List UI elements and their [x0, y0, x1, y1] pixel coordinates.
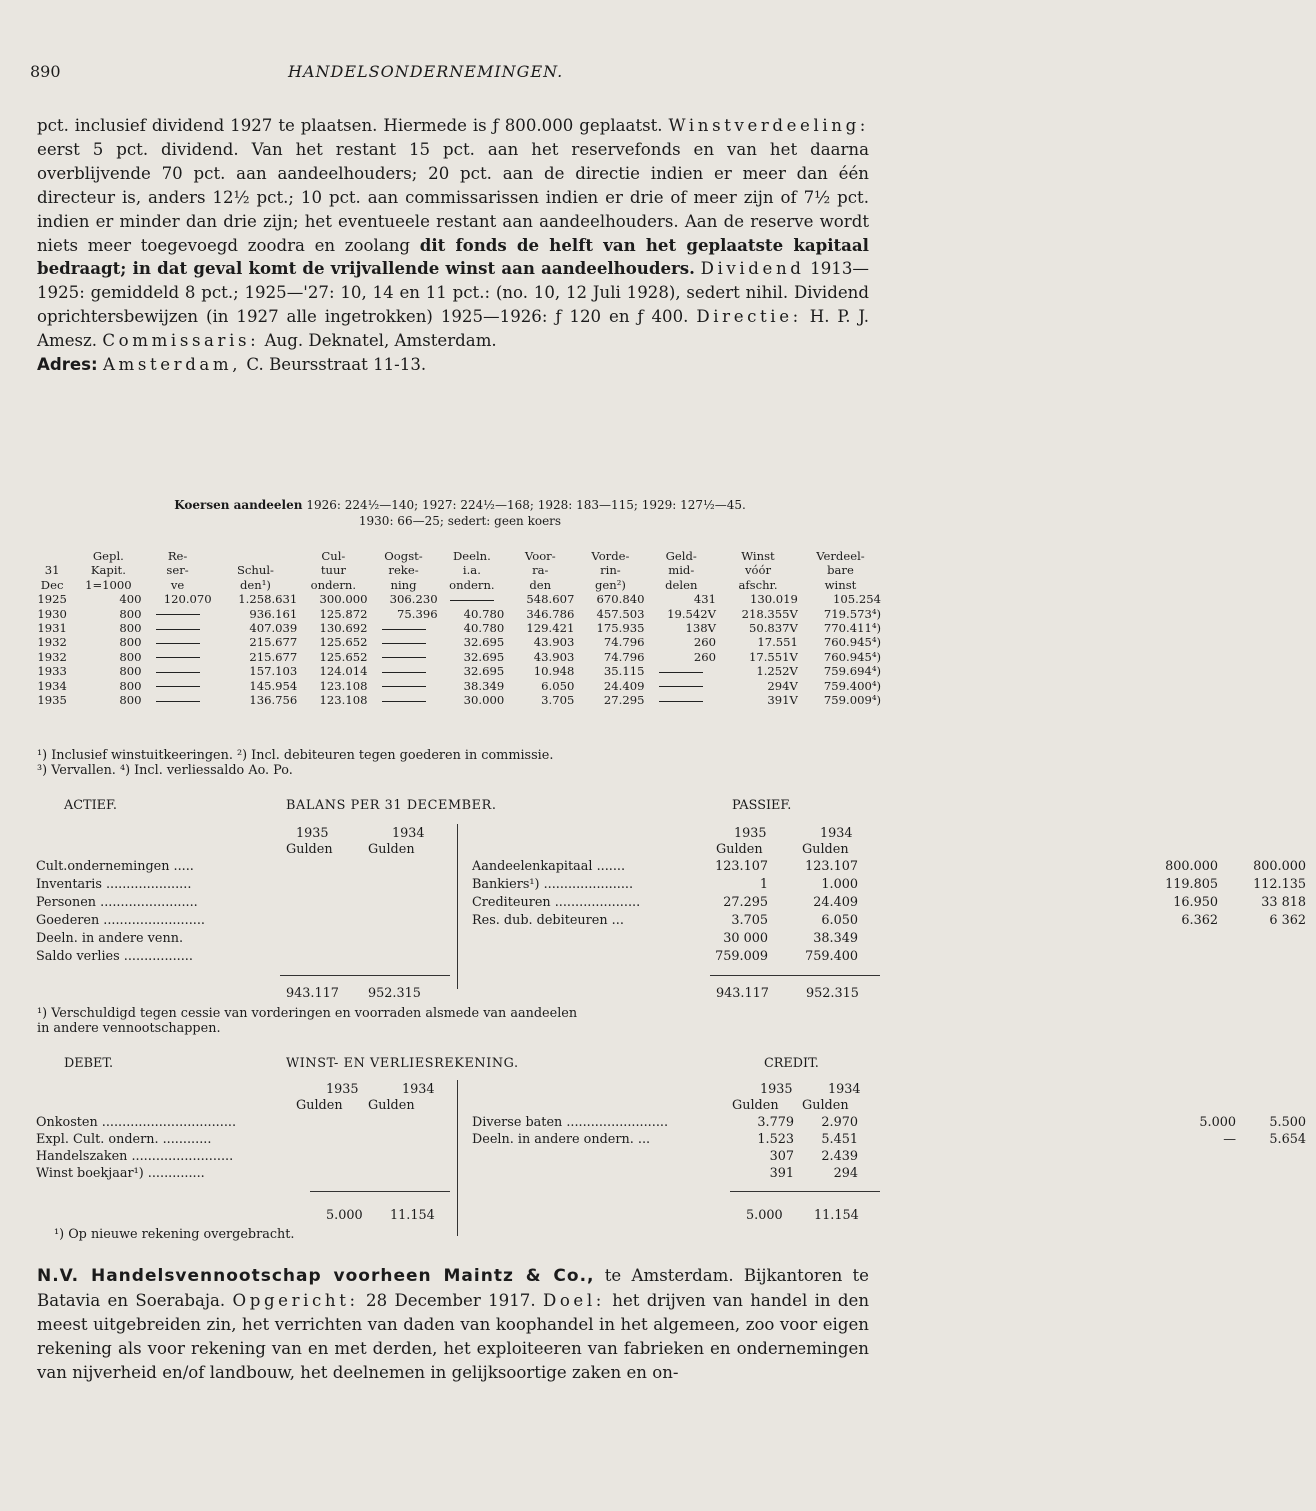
pl-total-1935: 5.000: [326, 1208, 363, 1223]
table-cell: [368, 635, 438, 649]
dash-mark: [382, 701, 426, 702]
table-header-cell: delen: [665, 577, 698, 592]
table-cell: 3.705: [541, 693, 575, 708]
table-header-cell: vóór: [744, 563, 771, 578]
account-row: [466, 1132, 1316, 1147]
account-row: [30, 931, 880, 946]
account-label: Onkosten .................................: [36, 1115, 237, 1130]
dash-mark: [156, 614, 200, 615]
pl-right-title: CREDIT.: [764, 1056, 819, 1071]
table-cell: 24.409: [603, 678, 645, 693]
account-value-1934: 2.439: [821, 1149, 858, 1164]
account-value-1935: 307: [769, 1149, 794, 1164]
table-cell: [143, 693, 213, 707]
table-cell: 719.573⁴): [823, 606, 881, 621]
account-value-1934: 5.500: [1269, 1115, 1306, 1130]
table-cell: 759.400⁴): [823, 678, 881, 693]
balance-total-1935: 943.117: [286, 986, 339, 1001]
dash-mark: [382, 686, 426, 687]
table-cell: [143, 635, 213, 649]
dash-mark: [382, 657, 426, 658]
account-label: Deeln. in andere ondern. ...: [472, 1132, 651, 1147]
account-value-1934: 1.000: [821, 877, 858, 892]
table-header-cell: Kapit.: [90, 563, 126, 578]
table-cell: 6.050: [541, 678, 575, 693]
table-cell: 145.954: [249, 678, 298, 693]
table-cell: 260: [693, 649, 717, 664]
table-cell: [143, 679, 213, 693]
account-value-1934: 112.135: [1253, 877, 1306, 892]
dash-mark: [156, 643, 200, 644]
account-label: Saldo verlies .................: [36, 949, 193, 964]
table-cell: 38.349: [463, 678, 505, 693]
account-value-1935: 800.000: [1165, 859, 1218, 874]
account-row: [466, 913, 1316, 928]
account-label: Deeln. in andere venn.: [36, 931, 184, 946]
table-cell: 770.411⁴): [823, 621, 881, 636]
table-cell: 260: [693, 635, 717, 650]
account-value-1935: 1.523: [757, 1132, 794, 1147]
table-header-cell: ve: [170, 577, 185, 592]
balance-total-1934: 952.315: [368, 986, 421, 1001]
account-value-1935: 3.779: [757, 1115, 794, 1130]
table-cell: 760.945⁴): [823, 635, 881, 650]
table-header-cell: ra-: [532, 563, 549, 578]
account-row: [30, 1149, 880, 1164]
table-cell: 32.695: [463, 649, 505, 664]
table-cell: 1932: [37, 649, 67, 664]
table-cell: 760.945⁴): [823, 649, 881, 664]
account-value-1934: 38.349: [813, 931, 858, 946]
table-cell: 407.039: [249, 621, 298, 636]
table-cell: [368, 664, 438, 678]
account-label: Winst boekjaar¹) ..............: [36, 1166, 205, 1181]
statistics-table: [30, 549, 882, 707]
company-name: N.V. Handelsvennootschap voorheen Maintz & Co.,: [37, 1266, 595, 1286]
table-cell: 136.756: [249, 693, 298, 708]
account-label: Crediteuren .....................: [472, 895, 641, 910]
table-header-cell: bare: [827, 563, 854, 578]
account-value-1934: 6 362: [1269, 913, 1306, 928]
table-header-cell: Gepl.: [92, 549, 124, 563]
table-cell: [368, 621, 438, 635]
table-cell: 1932: [37, 635, 67, 650]
table-cell: [645, 679, 717, 693]
account-value-1935: 391: [769, 1166, 794, 1181]
dash-mark: [659, 686, 703, 687]
balance-left-title: ACTIEF.: [64, 798, 117, 813]
table-cell: 800: [119, 649, 142, 664]
account-label: Bankiers¹) ......................: [472, 877, 634, 892]
table-header-cell: den: [529, 577, 552, 592]
table-cell: 123.108: [319, 678, 368, 693]
table-cell: 670.840: [596, 592, 645, 607]
table-cell: 32.695: [463, 635, 505, 650]
table-cell: 125.872: [319, 606, 368, 621]
table-header-cell: Vorde-: [591, 549, 630, 563]
table-cell: 218.355V: [741, 606, 798, 621]
account-value-1934: 294: [833, 1166, 858, 1181]
table-cell: [368, 693, 438, 707]
account-value-1934: 33 818: [1261, 895, 1306, 910]
dash-mark: [156, 657, 200, 658]
table-cell: 800: [119, 693, 142, 708]
account-value-1935: 16.950: [1173, 895, 1218, 910]
table-cell: [143, 607, 213, 621]
table-cell: 400: [119, 592, 142, 607]
table-header-cell: Cul-: [321, 549, 346, 563]
pl-left-title: DEBET.: [64, 1056, 114, 1071]
dash-mark: [382, 643, 426, 644]
table-cell: 124.014: [319, 664, 368, 679]
table-row: [30, 607, 882, 621]
account-label: Cult.ondernemingen .....: [36, 859, 194, 874]
label-dividend: Dividend: [700, 259, 805, 279]
pl-note: ¹) Op nieuwe rekening overgebracht.: [54, 1227, 295, 1242]
table-cell: 40.780: [463, 621, 505, 636]
label-opgericht: Opgericht:: [232, 1290, 359, 1310]
page-header: [30, 62, 875, 88]
table-cell: 50.837V: [748, 621, 798, 636]
table-row: [30, 693, 882, 707]
table-cell: 759.009⁴): [823, 693, 881, 708]
table-header-cell: [30, 549, 74, 563]
table-cell: [368, 679, 438, 693]
account-value-1935: 119.805: [1165, 877, 1218, 892]
table-cell: 215.677: [249, 635, 298, 650]
account-value-1934: 759.400: [805, 949, 858, 964]
table-header-cell: Re-: [167, 549, 188, 563]
table-cell: 105.254: [833, 592, 881, 607]
table-header-cell: [213, 549, 299, 563]
table-cell: 130.692: [319, 621, 368, 636]
account-row: [466, 895, 1316, 910]
table-cell: 300.000: [319, 592, 368, 607]
table-row: [30, 621, 882, 635]
table-header-cell: ser-: [166, 563, 189, 578]
table-header-cell: 31: [44, 563, 60, 578]
table-cell: 30.000: [463, 693, 505, 708]
account-value-1935: 6.362: [1181, 913, 1218, 928]
account-row: [466, 877, 1316, 892]
account-row: [466, 859, 1316, 874]
table-header-cell: Deeln.: [452, 549, 491, 563]
table-cell: 1933: [37, 664, 67, 679]
table-cell: 759.694⁴): [823, 664, 881, 679]
table-cell: [645, 693, 717, 707]
dash-mark: [156, 629, 200, 630]
table-cell: 17.551V: [748, 649, 798, 664]
account-value-1934: 6.050: [821, 913, 858, 928]
table-header-cell: Dec: [40, 577, 64, 592]
table-cell: 125.652: [319, 635, 368, 650]
table-header-cell: ondern.: [449, 577, 495, 592]
table-cell: 346.786: [526, 606, 575, 621]
table-cell: 43.903: [533, 635, 575, 650]
table-header-cell: winst: [824, 577, 857, 592]
table-header-cell: Verdeel-: [816, 549, 865, 563]
table-cell: 35.115: [603, 664, 645, 679]
table-cell: [143, 664, 213, 678]
table-row: [30, 635, 882, 649]
table-cell: 10.948: [533, 664, 575, 679]
table-cell: 800: [119, 606, 142, 621]
dash-mark: [156, 701, 200, 702]
table-cell: [368, 650, 438, 664]
table-header-cell: rin-: [600, 563, 621, 578]
table-cell: 43.903: [533, 649, 575, 664]
balance-title: BALANS PER 31 DECEMBER.: [286, 798, 497, 813]
balance-sheet: ACTIEF. BALANS PER 31 DECEMBER. PASSIEF. 1935 1934 1935 1934 Gulden Gulden Gulden Gulden Cult.ondernemingen ..... 123.107 123.107 Inventaris ..................... 1 1.000 Personen ........................ 27.295 24.409 Goederen ......................... 3.705 6.050 Deeln. in andere venn. 30 000 38.349 Saldo verlies ................. 759.009 759.400 Aandeelenkapitaal ....... 800.000 800.000 Bankiers¹) ...................... 119.805 112.135 Crediteuren ..................... 16.950 33 818 Res. dub. debiteuren ... 6.362 6 362 943.117 952.315 943.117 952.315: [30, 798, 880, 1008]
label-commissaris: Commissaris:: [102, 331, 260, 351]
table-cell: [143, 621, 213, 635]
table-header-cell: gen²): [594, 577, 626, 592]
account-value-1934: 2.970: [821, 1115, 858, 1130]
dash-mark: [659, 672, 703, 673]
table-header-cell: ondern.: [310, 577, 357, 592]
table-header-row: [30, 563, 882, 577]
profit-loss-account: DEBET. WINST- EN VERLIESREKENING. CREDIT. 1935 1934 1935 1934 Gulden Gulden Gulden Gulden Onkosten ................................. 3.779 2.970 Expl. Cult. ondern. ............ 1.523 5.451 Handelszaken ......................... 307 2.439 Winst boekjaar¹) .............. 391 294 Diverse baten ......................... 5.000 5.500 Deeln. in andere ondern. ... — 5.654 5.000 11.154 5.000 11.154 ¹) Op nieuwe rekening overgebracht.: [30, 1056, 880, 1246]
next-company-description: N.V. Handelsvennootschap voorheen Maintz & Co., te Amsterdam. Bijkantoren te Batavia en Soerabaja. Opgericht: 28 December 1917. Doel: het drijven van handel in den meest uitgebreiden zin, het verrichten van daden van koophandel in het algemeen, zoo voor eigen rekening als voor rekening van en met derden, het exploiteeren van fabrieken en ondernemingen van nijverheid en/of landbouw, het deelnemen in gelijksoortige zaken en on-: [37, 1266, 870, 1382]
pl-total-1934: 11.154: [390, 1208, 435, 1223]
running-title: HANDELSONDERNEMINGEN.: [288, 62, 564, 81]
account-label: Handelszaken .........................: [36, 1149, 234, 1164]
table-cell: 1931: [37, 621, 67, 636]
table-cell: 800: [119, 621, 142, 636]
table-cell: 800: [119, 678, 142, 693]
table-cell: 1930: [37, 606, 67, 621]
table-cell: 936.161: [249, 606, 298, 621]
table-header-cell: Geld-: [665, 549, 697, 563]
table-header-cell: ning: [390, 577, 417, 592]
account-label: Aandeelenkapitaal .......: [472, 859, 626, 874]
dash-mark: [382, 629, 426, 630]
table-row: [30, 679, 882, 693]
statistics-notes: ¹) Inclusief winstuitkeeringen. ²) Incl. debiteuren tegen goederen in commissie. ³) Vervallen. ⁴) Incl. verliessaldo Ao. Po.: [37, 748, 554, 778]
pl-title: WINST- EN VERLIESREKENING.: [286, 1056, 519, 1071]
table-header-cell: i.a.: [462, 563, 481, 578]
table-cell: 27.295: [603, 693, 645, 708]
account-label: Inventaris .....................: [36, 877, 192, 892]
table-header-cell: Winst: [741, 549, 775, 563]
table-cell: 40.780: [463, 606, 505, 621]
table-cell: 391V: [767, 693, 798, 708]
table-cell: 157.103: [249, 664, 298, 679]
share-prices: Koersen aandeelen 1926: 224½—140; 1927: 224½—168; 1928: 183—115; 1929: 127½—45. 1930: 66—25; sedert: geen koers: [174, 498, 746, 528]
table-cell: 1.252V: [756, 664, 798, 679]
table-cell: 215.677: [249, 649, 298, 664]
table-cell: 548.607: [526, 592, 575, 607]
dash-mark: [450, 600, 494, 601]
address-city: Amsterdam,: [102, 355, 242, 375]
table-cell: 125.652: [319, 649, 368, 664]
table-header-cell: reke-: [388, 563, 419, 578]
table-cell: 1934: [37, 678, 67, 693]
dash-mark: [659, 701, 703, 702]
table-cell: 175.935: [596, 621, 645, 636]
table-cell: 1935: [37, 693, 67, 708]
account-value-1935: —: [1223, 1132, 1236, 1147]
table-cell: 32.695: [463, 664, 505, 679]
account-value-1934: 5.654: [1269, 1132, 1306, 1147]
table-cell: 306.230: [389, 592, 438, 607]
table-cell: 19.542V: [667, 606, 717, 621]
account-row: [30, 949, 880, 964]
label-adres: Adres:: [37, 355, 98, 375]
account-row: [466, 1115, 1316, 1130]
table-cell: 1.258.631: [238, 592, 298, 607]
table-header-cell: Schul-: [236, 563, 274, 578]
table-header-cell: afschr.: [738, 577, 778, 592]
account-value-1934: 123.107: [805, 859, 858, 874]
account-label: Diverse baten .........................: [472, 1115, 669, 1130]
table-header-row: [30, 578, 882, 592]
table-cell: 800: [119, 664, 142, 679]
account-value-1935: 123.107: [715, 859, 768, 874]
table-row: [30, 664, 882, 678]
dash-mark: [156, 686, 200, 687]
account-value-1934: 5.451: [821, 1132, 858, 1147]
table-cell: 130.019: [749, 592, 798, 607]
table-header-cell: mid-: [668, 563, 695, 578]
table-cell: 123.108: [319, 693, 368, 708]
table-cell: 120.070: [163, 592, 212, 607]
account-value-1935: 1: [759, 877, 768, 892]
label-winstverdeeling: Winstverdeeling:: [668, 116, 869, 135]
table-cell: 17.551: [757, 635, 798, 650]
page-number: 890: [30, 62, 61, 81]
table-header-cell: 1=1000: [85, 577, 132, 592]
address-street: C. Beursstraat 11-13.: [246, 355, 427, 375]
account-label: Personen ........................: [36, 895, 198, 910]
table-cell: 74.796: [603, 635, 645, 650]
table-cell: 431: [693, 592, 717, 607]
table-header-cell: den¹): [240, 577, 271, 592]
account-label: Res. dub. debiteuren ...: [472, 913, 624, 928]
table-cell: 800: [119, 635, 142, 650]
account-value-1935: 3.705: [731, 913, 768, 928]
account-value-1935: 759.009: [715, 949, 768, 964]
company-description: pct. inclusief dividend 1927 te plaatsen. Hiermede is ƒ 800.000 geplaatst. Winstverdeeling: eerst 5 pct. dividend. Van het restant 15 pct. aan het reservefonds en van het daarna overblijvende 70 pct. aan aandeelhouders; 20 pct. aan de directie indien er meer dan één directeur is, anders 12½ pct.; 10 pct. aan commissarissen indien er drie of meer zijn of 7½ pct. indien er minder dan drie zijn; het eventueele restant aan aandeelhouders. Aan de reserve wordt niets meer toegevoegd zoodra en zoolang dit fonds de helft van het geplaatste kapitaal bedraagt; in dat geval komt de vrijvallende winst aan aandeelhouders. Dividend 1913—1925: gemiddeld 8 pct.; 1925—'27: 10, 14 en 11 pct.: (no. 10, 12 Juli 1928), sedert nihil. Dividend oprichtersbewijzen (in 1927 alle ingetrokken) 1925—1926: ƒ 120 en ƒ 400. Directie: H. P. J. Amesz. Commissaris: Aug. Deknatel, Amsterdam. Adres: Amsterdam, C. Beursstraat 11-13.: [37, 116, 870, 375]
table-row: [30, 650, 882, 664]
table-header-cell: Oogst-: [384, 549, 423, 563]
table-header-row: [30, 549, 882, 563]
table-cell: 138V: [685, 621, 717, 636]
account-label: Expl. Cult. ondern. ............: [36, 1132, 212, 1147]
table-cell: 74.796: [603, 649, 645, 664]
table-cell: 1925: [37, 592, 67, 607]
table-header-cell: Voor-: [524, 549, 556, 563]
dash-mark: [382, 672, 426, 673]
account-value-1935: 27.295: [723, 895, 768, 910]
table-row: [30, 592, 882, 606]
account-value-1935: 5.000: [1199, 1115, 1236, 1130]
label-directie: Directie:: [696, 307, 802, 327]
table-cell: 129.421: [526, 621, 575, 636]
account-row: [30, 1166, 880, 1181]
table-header-cell: tuur: [320, 563, 346, 578]
label-doel: Doel:: [542, 1290, 605, 1310]
table-cell: [439, 592, 506, 606]
table-cell: 457.503: [596, 606, 645, 621]
table-cell: 294V: [767, 678, 798, 693]
balance-right-title: PASSIEF.: [732, 798, 792, 813]
account-value-1935: 30 000: [723, 931, 768, 946]
table-cell: 75.396: [397, 606, 438, 621]
table-cell: [143, 650, 213, 664]
balance-notes: ¹) Verschuldigd tegen cessie van vorderingen en voorraden alsmede van aandeelen in andere vennootschappen.: [37, 1006, 578, 1036]
table-cell: [645, 664, 717, 678]
account-value-1934: 24.409: [813, 895, 858, 910]
account-value-1934: 800.000: [1253, 859, 1306, 874]
dash-mark: [156, 672, 200, 673]
account-label: Goederen .........................: [36, 913, 205, 928]
